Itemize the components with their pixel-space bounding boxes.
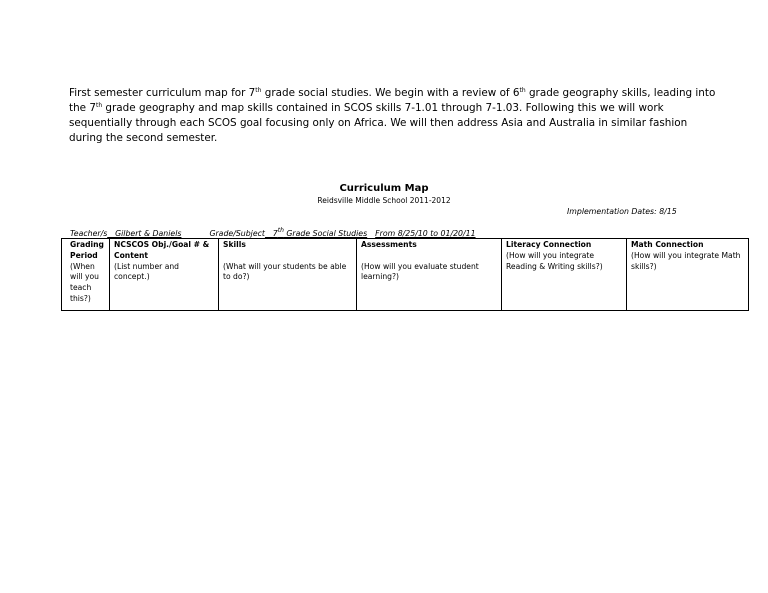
curriculum-table — [61, 238, 749, 311]
grade-value: __7th Grade Social Studies — [264, 227, 368, 238]
intro-paragraph — [69, 86, 719, 146]
teacher-grade-line — [70, 229, 490, 238]
table-cell-skills — [219, 239, 357, 311]
column-note: (How will you integrate Math skills?) — [631, 250, 741, 271]
date-range: From 8/25/10 to 01/20/11 — [375, 229, 476, 238]
column-heading: Assessments — [361, 240, 417, 249]
column-note: (How will you evaluate student learning?) — [361, 261, 479, 282]
intro-text-3: grade geography skills, leading into the 7 — [69, 87, 716, 114]
column-heading: NCSCOS Obj./Goal # & Content — [114, 240, 210, 260]
teacher-value: __Gilbert & Daniels — [107, 229, 182, 238]
intro-text-1: First semester curriculum map for 7 — [69, 87, 256, 99]
table-cell-grading-period — [62, 239, 110, 311]
intro-sup-3: th — [95, 102, 103, 109]
table-cell-math — [627, 239, 749, 311]
intro-text-4: grade geography and map skills contained in SCOS skills 7-1.01 through 7-1.03. Following this we will work sequentially through each SCOS goal focusing only on Africa. We will then address Asia and Australia in similar fashion during the second semester. — [69, 102, 688, 144]
intro-sup-2: th — [519, 87, 526, 94]
teacher-label: Teacher/s — [70, 229, 108, 238]
implementation-dates: Implementation Dates: 8/15 — [567, 207, 677, 216]
column-note: (List number and concept.) — [114, 261, 179, 282]
table-cell-ncscos — [110, 239, 219, 311]
column-heading: Math Connection — [631, 240, 704, 249]
school-name: Reidsville Middle School 2011-2012 — [317, 196, 451, 205]
column-heading: Skills — [223, 240, 246, 249]
column-note: (When will you teach this?) — [70, 261, 99, 303]
table-row — [62, 239, 749, 311]
grade-label: Grade/Subject — [209, 229, 265, 238]
intro-text-2: grade social studies. We begin with a review of 6 — [261, 87, 520, 99]
table-cell-literacy — [502, 239, 627, 311]
document-title: Curriculum Map — [339, 183, 429, 194]
intro-sup-1: th — [255, 87, 262, 94]
column-note: (What will your students be able to do?) — [223, 261, 347, 282]
table-cell-assessments — [357, 239, 502, 311]
column-heading: Literacy Connection — [506, 240, 592, 249]
column-heading: Grading Period — [70, 240, 104, 260]
column-note: (How will you integrate Reading & Writing skills?) — [506, 250, 603, 271]
